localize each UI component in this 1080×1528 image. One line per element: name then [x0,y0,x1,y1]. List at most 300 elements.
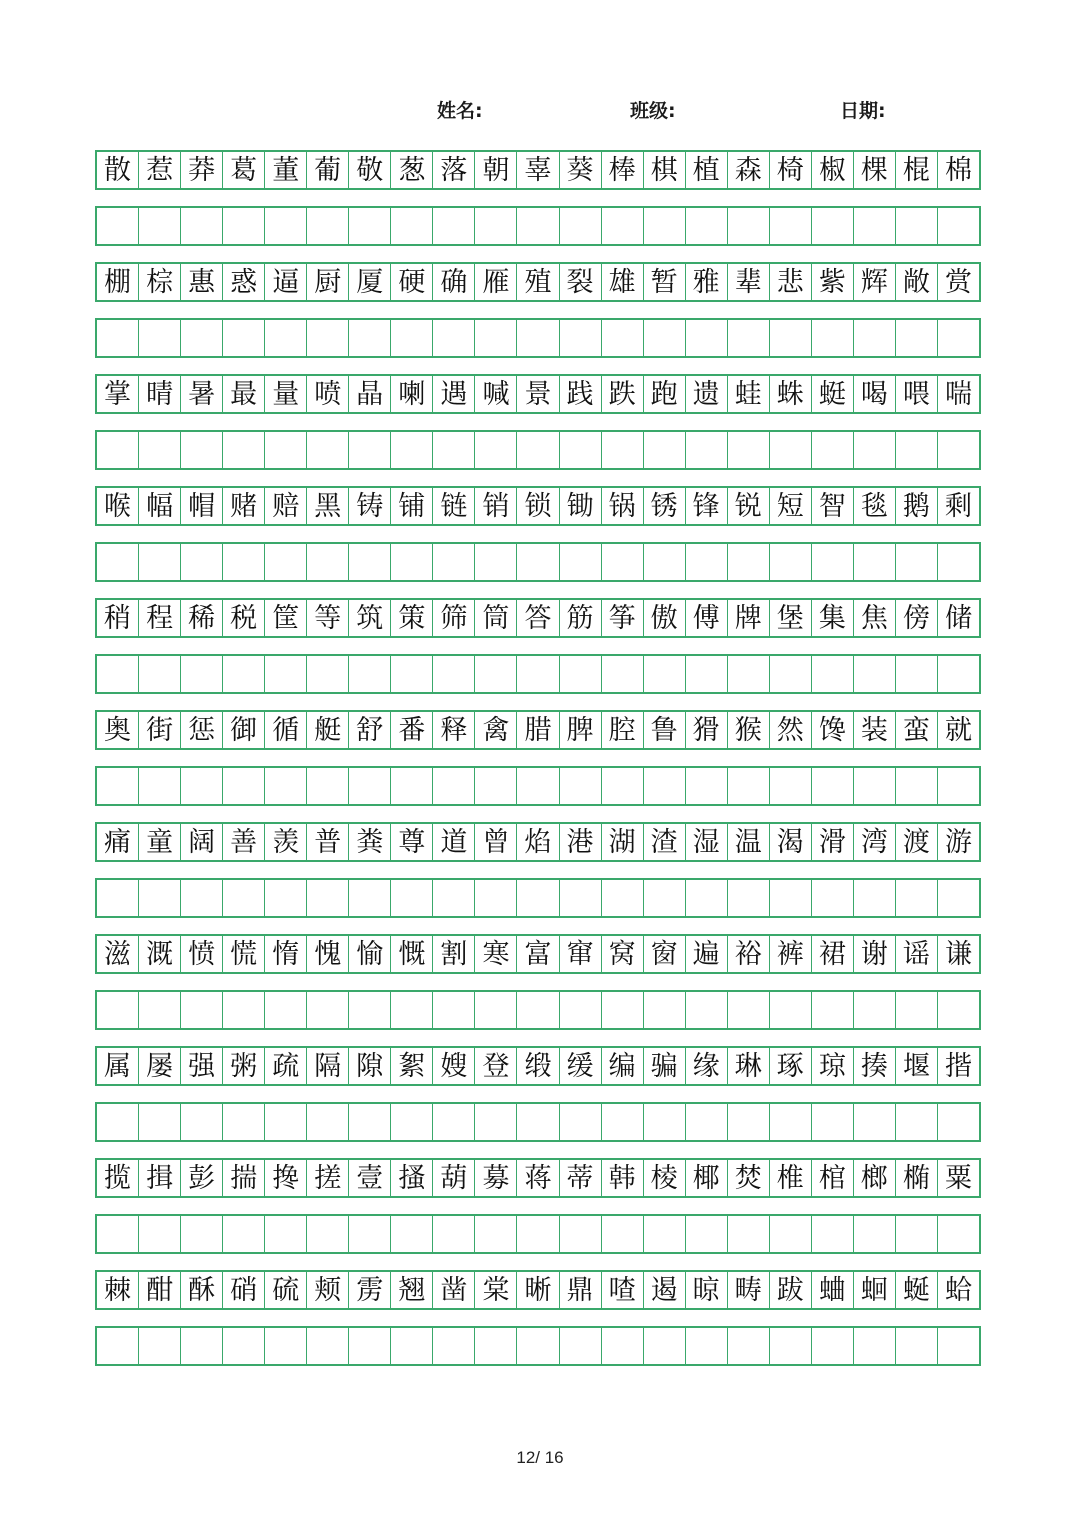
practice-cell[interactable] [812,880,854,916]
character-cell: 就 [944,714,972,746]
practice-cell[interactable] [307,544,349,580]
character-cell: 植 [686,152,728,188]
character-cell: 逼 [265,264,307,300]
practice-cell[interactable] [854,1328,896,1364]
character-row [95,374,981,414]
practice-cell[interactable] [97,544,139,580]
character-cell: 棚 [97,264,139,300]
practice-cell[interactable] [265,320,307,356]
practice-cell[interactable] [391,880,433,916]
practice-cell[interactable] [307,1216,349,1252]
practice-cell[interactable] [475,880,517,916]
practice-cell[interactable] [812,768,854,804]
character-cell: 锐 [728,488,770,524]
practice-cell[interactable] [854,1104,896,1140]
practice-cell[interactable] [602,768,644,804]
practice-cell[interactable] [181,544,223,580]
practice-cell[interactable] [728,1328,770,1364]
character-cell: 谢 [854,936,896,972]
practice-cell[interactable] [181,768,223,804]
practice-cell[interactable] [728,992,770,1028]
practice-cell[interactable] [896,1104,938,1140]
practice-cell[interactable] [349,1104,391,1140]
practice-cell[interactable] [770,1216,812,1252]
practice-cell[interactable] [896,544,938,580]
character-cell: 嫂 [433,1048,475,1084]
practice-cell[interactable] [602,208,644,244]
practice-cell[interactable] [307,208,349,244]
practice-cell[interactable] [139,992,181,1028]
practice-cell[interactable] [812,320,854,356]
practice-cell[interactable] [223,208,265,244]
practice-cell[interactable] [770,880,812,916]
character-cell: 跌 [602,376,644,412]
character-cell: 暂 [644,264,686,300]
practice-cell[interactable] [97,320,139,356]
practice-cell[interactable] [686,768,728,804]
practice-cell[interactable] [854,208,896,244]
practice-cell[interactable] [391,320,433,356]
practice-cell[interactable] [433,320,475,356]
practice-cell[interactable] [938,768,979,804]
character-cell: 童 [139,824,181,860]
practice-cell[interactable] [938,544,979,580]
practice-cell[interactable] [139,1216,181,1252]
practice-cell[interactable] [265,1104,307,1140]
practice-cell[interactable] [223,1328,265,1364]
practice-cell[interactable] [644,1216,686,1252]
practice-cell[interactable] [139,432,181,468]
practice-cell[interactable] [265,656,307,692]
character-cell: 储 [944,602,972,634]
character-cell: 湾 [854,824,896,860]
practice-cell[interactable] [391,1328,433,1364]
practice-cell[interactable] [896,992,938,1028]
character-cell: 稀 [181,600,223,636]
practice-cell[interactable] [475,432,517,468]
character-cell: 销 [475,488,517,524]
practice-cell[interactable] [896,1328,938,1364]
practice-cell[interactable] [602,1104,644,1140]
practice-cell[interactable] [433,1328,475,1364]
practice-cell[interactable] [307,880,349,916]
practice-cell[interactable] [560,208,602,244]
character-cell: 缓 [560,1048,602,1084]
practice-cell[interactable] [433,544,475,580]
practice-cell[interactable] [307,656,349,692]
practice-cell[interactable] [475,656,517,692]
practice-cell[interactable] [812,656,854,692]
practice-cell[interactable] [139,768,181,804]
practice-cell[interactable] [938,880,979,916]
practice-cell[interactable] [517,1328,559,1364]
practice-cell[interactable] [97,432,139,468]
practice-cell[interactable] [223,768,265,804]
practice-cell[interactable] [686,432,728,468]
character-cell: 愉 [349,936,391,972]
character-cell: 揩 [944,1050,972,1082]
practice-cell[interactable] [770,992,812,1028]
character-cell: 赌 [223,488,265,524]
character-cell: 傍 [896,600,938,636]
practice-cell[interactable] [854,432,896,468]
practice-cell[interactable] [686,544,728,580]
practice-cell[interactable] [728,544,770,580]
practice-cell[interactable] [560,1216,602,1252]
practice-cell[interactable] [644,768,686,804]
practice-cell[interactable] [391,432,433,468]
practice-cell[interactable] [391,1216,433,1252]
character-cell: 寒 [475,936,517,972]
practice-cell[interactable] [938,208,979,244]
character-cell: 窜 [560,936,602,972]
practice-cell[interactable] [181,1328,223,1364]
practice-cell[interactable] [223,320,265,356]
practice-cell[interactable] [728,320,770,356]
practice-cell[interactable] [223,1216,265,1252]
practice-cell[interactable] [602,656,644,692]
practice-cell[interactable] [139,208,181,244]
practice-cell[interactable] [265,880,307,916]
character-cell: 蛐 [812,1272,854,1308]
practice-cell[interactable] [97,768,139,804]
practice-cell[interactable] [938,656,979,692]
practice-cell[interactable] [560,768,602,804]
practice-cell[interactable] [686,656,728,692]
practice-cell[interactable] [307,992,349,1028]
practice-cell[interactable] [896,432,938,468]
character-cell: 絮 [391,1048,433,1084]
practice-cell[interactable] [938,320,979,356]
practice-cell[interactable] [181,320,223,356]
practice-cell[interactable] [475,1216,517,1252]
character-cell: 紫 [812,264,854,300]
practice-cell[interactable] [896,1216,938,1252]
practice-cell[interactable] [223,544,265,580]
practice-cell[interactable] [602,992,644,1028]
practice-cell[interactable] [686,1328,728,1364]
practice-cell[interactable] [854,656,896,692]
practice-cell[interactable] [349,880,391,916]
practice-cell[interactable] [770,1328,812,1364]
practice-cell[interactable] [265,768,307,804]
practice-cell[interactable] [433,768,475,804]
character-cell: 棋 [644,152,686,188]
practice-cell[interactable] [812,544,854,580]
practice-cell[interactable] [602,1328,644,1364]
practice-cell[interactable] [812,1104,854,1140]
practice-cell[interactable] [728,432,770,468]
practice-cell[interactable] [644,992,686,1028]
practice-cell[interactable] [517,208,559,244]
practice-cell[interactable] [938,992,979,1028]
practice-cell[interactable] [896,768,938,804]
character-cell: 惑 [223,264,265,300]
character-cell: 践 [560,376,602,412]
practice-cell[interactable] [139,1328,181,1364]
practice-cell[interactable] [854,320,896,356]
practice-cell[interactable] [517,768,559,804]
character-cell: 搔 [391,1160,433,1196]
practice-cell[interactable] [97,880,139,916]
practice-cell[interactable] [812,208,854,244]
practice-cell[interactable] [475,768,517,804]
practice-cell[interactable] [307,1104,349,1140]
practice-cell[interactable] [770,1104,812,1140]
practice-cell[interactable] [391,544,433,580]
character-row [95,1270,981,1310]
character-cell: 跋 [770,1272,812,1308]
practice-cell[interactable] [517,544,559,580]
practice-cell[interactable] [854,880,896,916]
practice-cell[interactable] [602,1216,644,1252]
practice-cell[interactable] [265,1216,307,1252]
character-cell: 莽 [181,152,223,188]
practice-row [95,766,981,806]
practice-cell[interactable] [349,992,391,1028]
practice-cell[interactable] [265,208,307,244]
character-cell: 铺 [391,488,433,524]
character-cell: 酣 [139,1272,181,1308]
character-cell: 猾 [686,712,728,748]
practice-cell[interactable] [644,432,686,468]
character-cell: 揣 [223,1160,265,1196]
practice-cell[interactable] [307,768,349,804]
character-cell: 短 [770,488,812,524]
practice-cell[interactable] [644,544,686,580]
practice-cell[interactable] [770,432,812,468]
character-cell: 棒 [602,152,644,188]
character-cell: 椅 [770,152,812,188]
practice-cell[interactable] [223,1104,265,1140]
character-cell: 蜓 [812,376,854,412]
practice-cell[interactable] [223,880,265,916]
practice-cell[interactable] [560,320,602,356]
practice-cell[interactable] [728,1216,770,1252]
practice-cell[interactable] [391,656,433,692]
practice-cell[interactable] [181,992,223,1028]
practice-cell[interactable] [728,1104,770,1140]
character-cell: 舒 [349,712,391,748]
practice-cell[interactable] [854,992,896,1028]
practice-cell[interactable] [686,992,728,1028]
practice-cell[interactable] [812,432,854,468]
practice-cell[interactable] [349,320,391,356]
practice-cell[interactable] [644,320,686,356]
character-cell: 腔 [602,712,644,748]
practice-cell[interactable] [644,1328,686,1364]
practice-cell[interactable] [770,768,812,804]
practice-cell[interactable] [644,1104,686,1140]
practice-cell[interactable] [223,656,265,692]
practice-cell[interactable] [938,1104,979,1140]
practice-cell[interactable] [97,1104,139,1140]
practice-cell[interactable] [602,544,644,580]
practice-cell[interactable] [812,1328,854,1364]
practice-cell[interactable] [560,992,602,1028]
practice-cell[interactable] [686,880,728,916]
practice-cell[interactable] [812,992,854,1028]
practice-cell[interactable] [644,208,686,244]
character-cell: 暑 [181,376,223,412]
practice-cell[interactable] [686,1104,728,1140]
practice-cell[interactable] [181,1216,223,1252]
practice-cell[interactable] [97,656,139,692]
practice-cell[interactable] [854,544,896,580]
character-cell: 锁 [517,488,559,524]
practice-cell[interactable] [391,768,433,804]
practice-cell[interactable] [265,1328,307,1364]
practice-cell[interactable] [433,992,475,1028]
practice-cell[interactable] [349,432,391,468]
practice-cell[interactable] [854,1216,896,1252]
character-cell: 蛤 [944,1274,972,1306]
practice-cell[interactable] [475,992,517,1028]
character-cell: 粪 [349,824,391,860]
practice-cell[interactable] [686,208,728,244]
practice-cell[interactable] [896,208,938,244]
practice-cell[interactable] [223,992,265,1028]
character-cell: 椎 [770,1160,812,1196]
practice-cell[interactable] [517,1104,559,1140]
practice-cell[interactable] [896,656,938,692]
practice-cell[interactable] [728,880,770,916]
character-cell: 焚 [728,1160,770,1196]
practice-cell[interactable] [560,880,602,916]
practice-cell[interactable] [770,320,812,356]
practice-cell[interactable] [560,544,602,580]
practice-cell[interactable] [307,320,349,356]
practice-cell[interactable] [938,1328,979,1364]
practice-cell[interactable] [433,880,475,916]
character-cell: 焰 [517,824,559,860]
practice-cell[interactable] [349,656,391,692]
practice-cell[interactable] [181,1104,223,1140]
practice-cell[interactable] [181,880,223,916]
practice-cell[interactable] [433,1104,475,1140]
practice-cell[interactable] [560,656,602,692]
practice-cell[interactable] [896,880,938,916]
practice-cell[interactable] [686,1216,728,1252]
practice-cell[interactable] [475,1104,517,1140]
practice-cell[interactable] [602,880,644,916]
practice-cell[interactable] [139,656,181,692]
character-cell: 琼 [812,1048,854,1084]
practice-cell[interactable] [475,1328,517,1364]
character-cell: 骗 [644,1048,686,1084]
practice-cell[interactable] [854,768,896,804]
practice-cell[interactable] [728,656,770,692]
practice-cell[interactable] [265,992,307,1028]
practice-cell[interactable] [517,880,559,916]
practice-cell[interactable] [181,656,223,692]
practice-cell[interactable] [560,1104,602,1140]
practice-cell[interactable] [139,320,181,356]
practice-row [95,990,981,1030]
practice-cell[interactable] [602,432,644,468]
character-cell: 募 [475,1160,517,1196]
character-cell: 渴 [770,824,812,860]
practice-cell[interactable] [265,544,307,580]
practice-cell[interactable] [433,1216,475,1252]
practice-cell[interactable] [391,208,433,244]
character-cell: 椰 [686,1160,728,1196]
practice-cell[interactable] [139,1104,181,1140]
character-cell: 裙 [812,936,854,972]
character-row [95,710,981,750]
practice-cell[interactable] [433,656,475,692]
character-cell: 游 [944,826,972,858]
practice-cell[interactable] [896,320,938,356]
practice-cell[interactable] [686,320,728,356]
practice-cell[interactable] [560,1328,602,1364]
practice-cell[interactable] [560,432,602,468]
practice-cell[interactable] [349,1328,391,1364]
practice-cell[interactable] [97,208,139,244]
practice-cell[interactable] [349,544,391,580]
character-cell: 翘 [391,1272,433,1308]
practice-cell[interactable] [644,656,686,692]
practice-cell[interactable] [812,1216,854,1252]
character-cell: 惹 [139,152,181,188]
practice-cell[interactable] [602,320,644,356]
practice-cell[interactable] [181,208,223,244]
practice-cell[interactable] [475,544,517,580]
practice-cell[interactable] [728,208,770,244]
practice-cell[interactable] [265,432,307,468]
character-cell: 葛 [223,152,265,188]
practice-cell[interactable] [307,1328,349,1364]
practice-cell[interactable] [307,432,349,468]
practice-cell[interactable] [97,992,139,1028]
character-cell: 滑 [812,824,854,860]
practice-cell[interactable] [433,432,475,468]
practice-cell[interactable] [770,208,812,244]
character-cell: 铸 [349,488,391,524]
practice-cell[interactable] [517,320,559,356]
practice-cell[interactable] [517,1216,559,1252]
practice-cell[interactable] [728,768,770,804]
practice-cell[interactable] [770,656,812,692]
practice-cell[interactable] [433,208,475,244]
practice-cell[interactable] [475,320,517,356]
practice-cell[interactable] [517,432,559,468]
practice-cell[interactable] [139,544,181,580]
practice-cell[interactable] [97,1216,139,1252]
practice-cell[interactable] [349,208,391,244]
practice-cell[interactable] [938,1216,979,1252]
practice-cell[interactable] [349,768,391,804]
practice-cell[interactable] [644,880,686,916]
practice-cell[interactable] [770,544,812,580]
character-row [95,822,981,862]
practice-cell[interactable] [97,1328,139,1364]
practice-cell[interactable] [223,432,265,468]
character-cell: 棱 [644,1160,686,1196]
practice-cell[interactable] [391,992,433,1028]
practice-cell[interactable] [181,432,223,468]
practice-cell[interactable] [517,992,559,1028]
practice-cell[interactable] [938,432,979,468]
practice-cell[interactable] [349,1216,391,1252]
practice-cell[interactable] [391,1104,433,1140]
character-cell: 答 [517,600,559,636]
practice-cell[interactable] [139,880,181,916]
practice-row [95,1102,981,1142]
practice-cell[interactable] [517,656,559,692]
character-cell: 雄 [602,264,644,300]
practice-cell[interactable] [475,208,517,244]
